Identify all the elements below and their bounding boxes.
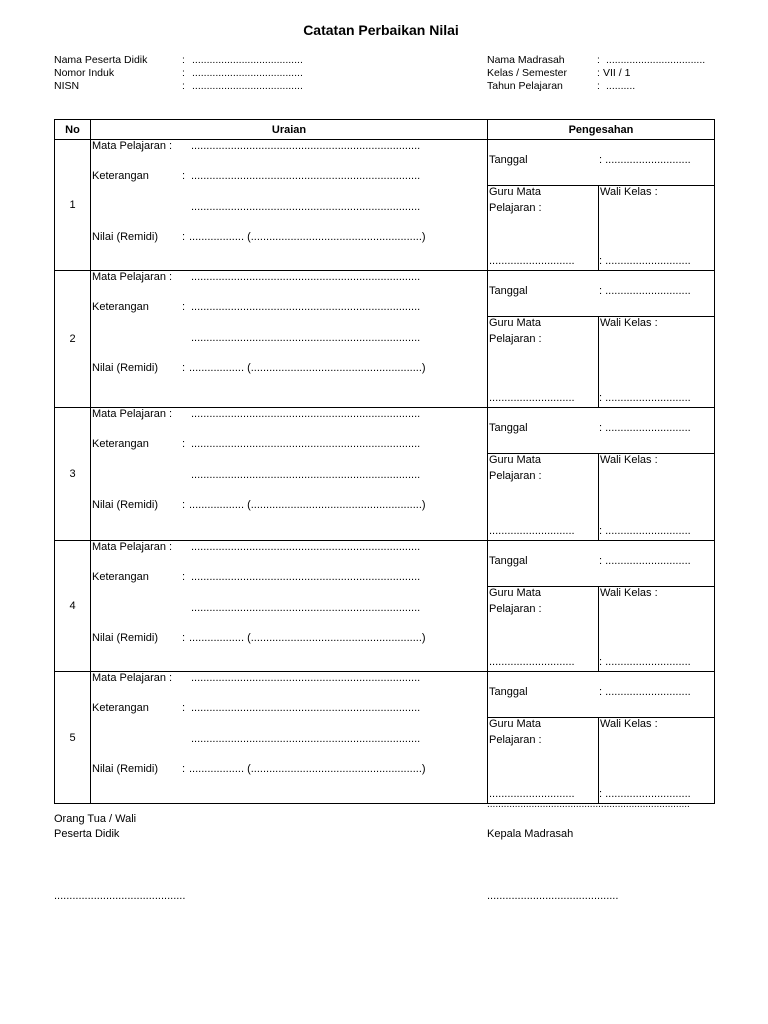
wali-kelas-label: Wali Kelas : (600, 718, 658, 730)
guru-label-line2: Pelajaran : (489, 333, 542, 345)
info-colon: : (597, 54, 600, 66)
nilai-colon: : (182, 632, 186, 644)
keterangan-field: ........................................................................... (191, 170, 421, 182)
guru-label-line2: Pelajaran : (489, 470, 542, 482)
keterangan-field-2: ........................................................................... (191, 332, 421, 344)
student-info-row (54, 54, 334, 67)
table-row (55, 271, 715, 408)
info-colon: : (597, 67, 600, 79)
pengesahan-cell (488, 271, 715, 408)
mata-pelajaran-field: ........................................................................... (191, 140, 421, 152)
student-info-row (54, 67, 334, 80)
guru-label-line1: Guru Mata (489, 186, 541, 198)
info-colon: : (182, 54, 185, 66)
pengesahan-cell (488, 541, 715, 672)
school-info (487, 54, 717, 93)
pengesahan-cell (488, 140, 715, 271)
tanggal-label: Tanggal (489, 285, 528, 297)
tanggal-field: : ............................ (599, 686, 691, 698)
info-value: VII / 1 (603, 67, 631, 79)
mata-pelajaran-field: ........................................................................... (191, 541, 421, 553)
tanggal-box (488, 271, 714, 317)
wali-kelas-label: Wali Kelas : (600, 186, 658, 198)
tanggal-field: : ............................ (599, 422, 691, 434)
keterangan-colon: : (182, 170, 186, 182)
student-info (54, 54, 334, 93)
keterangan-colon: : (182, 438, 186, 450)
keterangan-label: Keterangan (92, 301, 149, 313)
nilai-colon: : (182, 499, 186, 511)
header-no: No (55, 120, 91, 140)
tanggal-box (488, 140, 714, 186)
wali-signature: : ............................ (599, 255, 691, 267)
table-row (55, 408, 715, 541)
keterangan-label: Keterangan (92, 702, 149, 714)
tanggal-field: : ............................ (599, 154, 691, 166)
uraian-cell (91, 140, 488, 271)
guru-signature: ............................ (489, 392, 575, 404)
guru-label-line1: Guru Mata (489, 587, 541, 599)
nilai-field: .................. (........................................................) (189, 499, 426, 511)
uraian-cell (91, 271, 488, 408)
nilai-label: Nilai (Remidi) (92, 231, 159, 243)
wali-signature: : ............................ (599, 788, 691, 800)
nilai-label: Nilai (Remidi) (92, 632, 159, 644)
info-label: Nomor Induk (54, 67, 115, 79)
mata-pelajaran-field: ........................................................................... (191, 672, 421, 684)
nilai-label: Nilai (Remidi) (92, 499, 159, 511)
pengesahan-cell (488, 672, 715, 804)
info-label: Kelas / Semester (487, 67, 567, 79)
school-info-row (487, 67, 717, 80)
keterangan-field: ........................................................................... (191, 301, 421, 313)
info-label: Tahun Pelajaran (487, 80, 563, 92)
keterangan-label: Keterangan (92, 170, 149, 182)
parent-signature-line: ........................................... (54, 890, 186, 902)
guru-label-line2: Pelajaran : (489, 603, 542, 615)
row-number: 5 (55, 672, 91, 804)
nilai-colon: : (182, 231, 186, 243)
info-value: .......... (606, 80, 636, 92)
header-uraian: Uraian (91, 120, 488, 140)
parent-title-line1: Orang Tua / Wali (54, 813, 137, 825)
guru-signature: ............................ (489, 788, 575, 800)
uraian-cell (91, 541, 488, 672)
header-pengesahan: Pengesahan (488, 120, 715, 140)
keterangan-colon: : (182, 702, 186, 714)
info-value: ...................................... (192, 80, 303, 92)
tanggal-field: : ............................ (599, 285, 691, 297)
tanggal-label: Tanggal (489, 422, 528, 434)
info-colon: : (182, 67, 185, 79)
after-table-dots: ......................................................................... (487, 799, 690, 810)
principal-title: Kepala Madrasah (487, 828, 574, 840)
keterangan-field-2: ........................................................................... (191, 201, 421, 213)
guru-signature: ............................ (489, 255, 575, 267)
guru-label-line1: Guru Mata (489, 718, 541, 730)
guru-signature: ............................ (489, 656, 575, 668)
tanggal-box (488, 408, 714, 454)
keterangan-label: Keterangan (92, 571, 149, 583)
keterangan-label: Keterangan (92, 438, 149, 450)
info-colon: : (597, 80, 600, 92)
wali-kelas-label: Wali Kelas : (600, 317, 658, 329)
info-colon: : (182, 80, 185, 92)
info-value: ...................................... (192, 54, 303, 66)
principal-signature-line: ........................................... (487, 890, 619, 902)
nilai-colon: : (182, 763, 186, 775)
guru-label-line1: Guru Mata (489, 317, 541, 329)
keterangan-field: ........................................................................... (191, 702, 421, 714)
tanggal-field: : ............................ (599, 555, 691, 567)
wali-signature: : ............................ (599, 656, 691, 668)
nilai-field: .................. (........................................................) (189, 632, 426, 644)
info-label: Nama Madrasah (487, 54, 565, 66)
mata-pelajaran-field: ........................................................................... (191, 271, 421, 283)
document-title: Catatan Perbaikan Nilai (303, 22, 459, 38)
tanggal-box (488, 672, 714, 718)
row-number: 1 (55, 140, 91, 271)
nilai-field: .................. (........................................................) (189, 362, 426, 374)
keterangan-field-2: ........................................................................... (191, 469, 421, 481)
info-label: NISN (54, 80, 80, 92)
guru-label-line2: Pelajaran : (489, 202, 542, 214)
tanggal-label: Tanggal (489, 154, 528, 166)
mata-pelajaran-label: Mata Pelajaran : (92, 408, 173, 420)
mata-pelajaran-label: Mata Pelajaran : (92, 271, 173, 283)
wali-signature: : ............................ (599, 525, 691, 537)
info-value: ...................................... (192, 67, 303, 79)
keterangan-field-2: ........................................................................... (191, 733, 421, 745)
nilai-colon: : (182, 362, 186, 374)
nilai-label: Nilai (Remidi) (92, 362, 159, 374)
keterangan-field-2: ........................................................................... (191, 602, 421, 614)
nilai-field: .................. (........................................................) (189, 763, 426, 775)
keterangan-colon: : (182, 301, 186, 313)
nilai-field: .................. (........................................................) (189, 231, 426, 243)
table-row (55, 140, 715, 271)
wali-kelas-label: Wali Kelas : (600, 454, 658, 466)
info-label: Nama Peserta Didik (54, 54, 148, 66)
mata-pelajaran-field: ........................................................................... (191, 408, 421, 420)
keterangan-field: ........................................................................... (191, 438, 421, 450)
school-info-row (487, 80, 717, 93)
parent-signature-block (54, 812, 136, 842)
row-number: 3 (55, 408, 91, 541)
student-info-row (54, 80, 334, 93)
row-number: 4 (55, 541, 91, 672)
guru-label-line1: Guru Mata (489, 454, 541, 466)
keterangan-field: ........................................................................... (191, 571, 421, 583)
wali-signature: : ............................ (599, 392, 691, 404)
info-value: .................................. (606, 54, 706, 66)
parent-title-line2: Peserta Didik (54, 828, 120, 840)
table-row (55, 672, 715, 804)
mata-pelajaran-label: Mata Pelajaran : (92, 672, 173, 684)
guru-signature: ............................ (489, 525, 575, 537)
row-number: 2 (55, 271, 91, 408)
table-row (55, 541, 715, 672)
wali-kelas-label: Wali Kelas : (600, 587, 658, 599)
tanggal-label: Tanggal (489, 686, 528, 698)
tanggal-box (488, 541, 714, 587)
uraian-cell (91, 672, 488, 804)
school-info-row (487, 54, 717, 67)
perbaikan-table (54, 119, 715, 804)
uraian-cell (91, 408, 488, 541)
mata-pelajaran-label: Mata Pelajaran : (92, 140, 173, 152)
mata-pelajaran-label: Mata Pelajaran : (92, 541, 173, 553)
pengesahan-cell (488, 408, 715, 541)
keterangan-colon: : (182, 571, 186, 583)
guru-label-line2: Pelajaran : (489, 734, 542, 746)
tanggal-label: Tanggal (489, 555, 528, 567)
nilai-label: Nilai (Remidi) (92, 763, 159, 775)
